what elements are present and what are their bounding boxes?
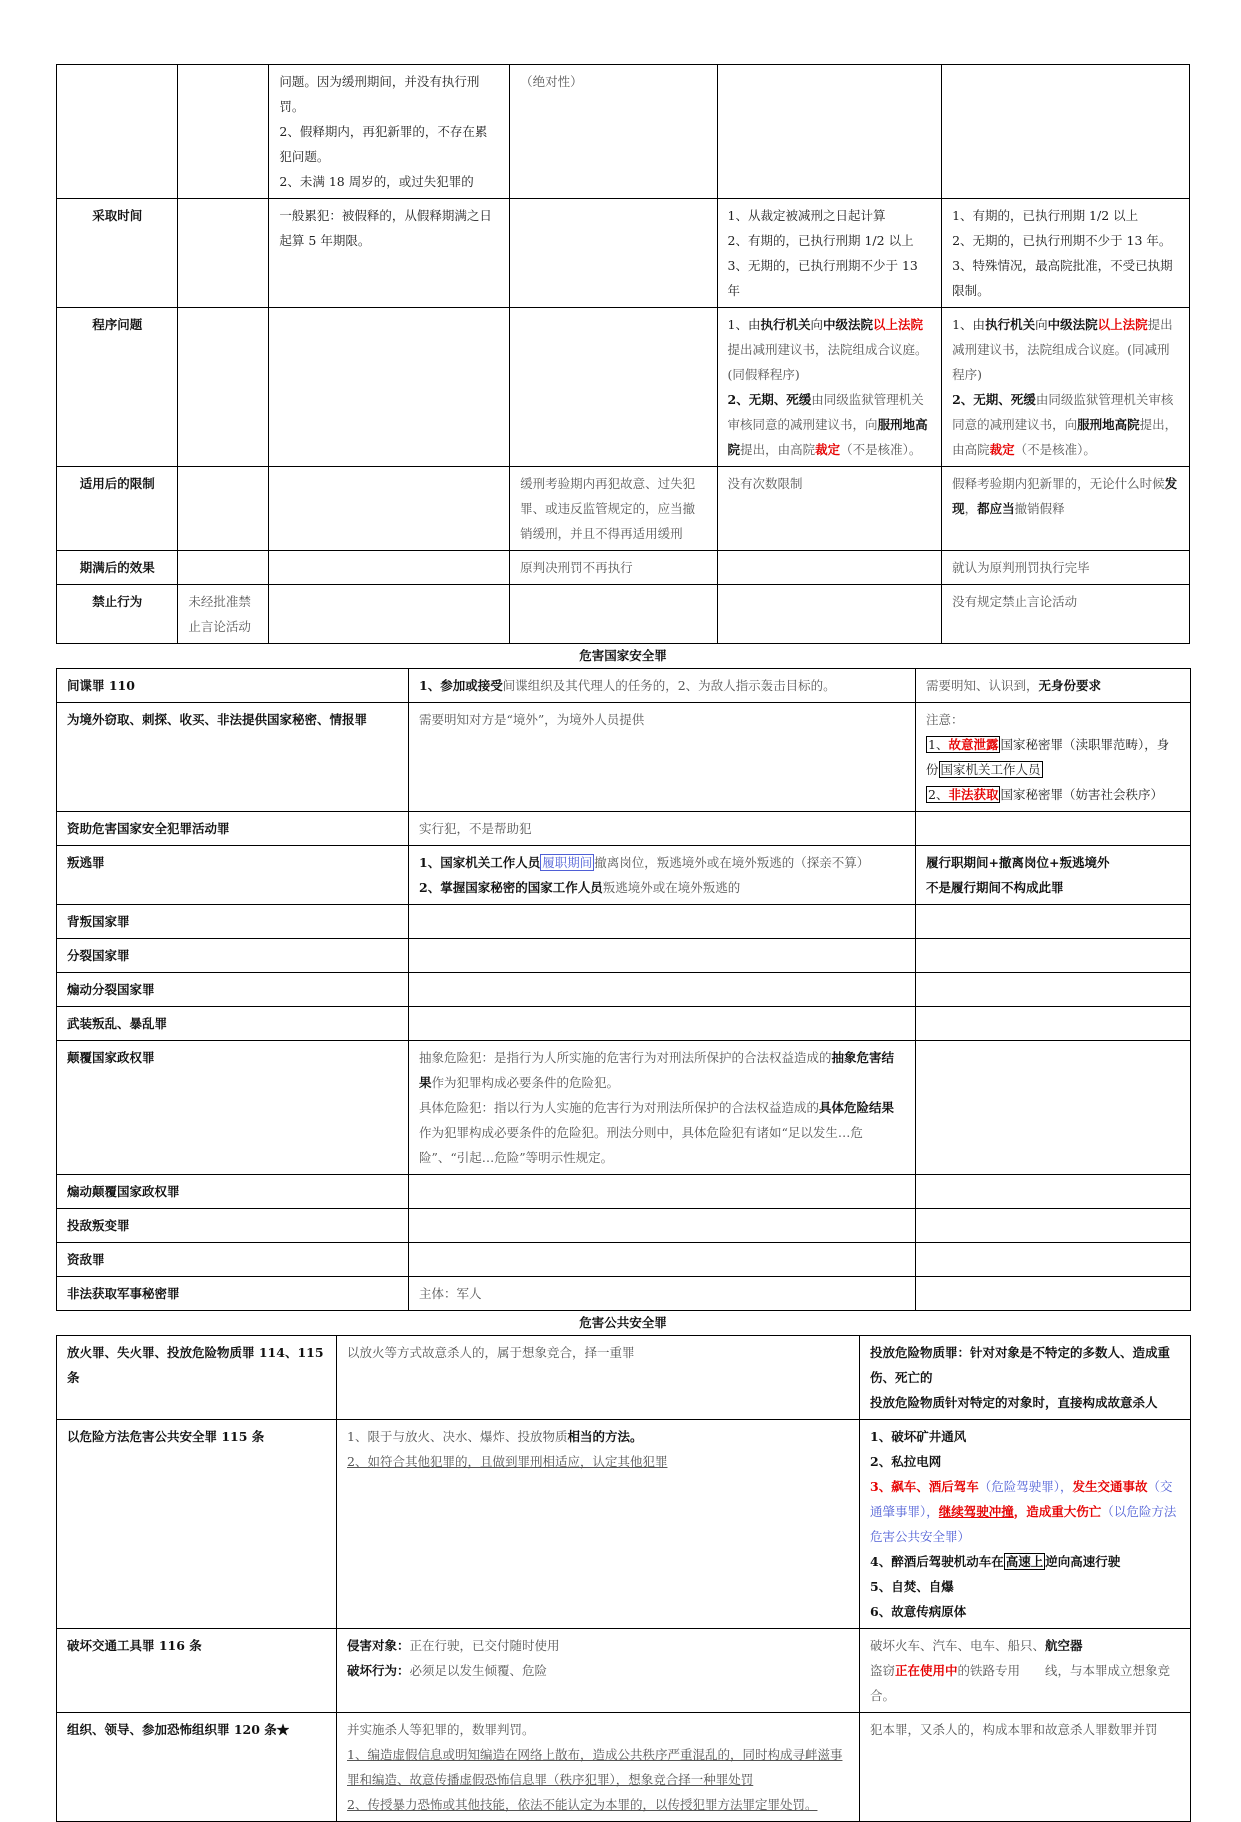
- table-row: 问题。因为缓刑期间，并没有执行刑罚。 2、假释期内，再犯新罪的，不存在累犯问题。 2、未满 18 周岁的，或过失犯罪的 （绝对性）: [57, 65, 1190, 199]
- table-row: 禁止行为 未经批准禁止言论活动 没有规定禁止言论活动: [57, 585, 1190, 644]
- table-row: 破坏交通工具罪 116 条 侵害对象：正在行驶，已交付随时使用 破坏行为：必须足以发生倾覆、危险 破坏火车、汽车、电车、船只、航空器 盗窃正在使用中的铁路专用 线，与本罪成立想象竞合。: [57, 1629, 1191, 1713]
- table-row: 程序问题 1、由执行机关向中级法院以上法院提出减刑建议书，法院组成合议庭。(同假释程序) 2、无期、死缓由同级监狱管理机关审核同意的减刑建议书，向服刑地高院提出，由高院裁定（不是核准）。 1、由执行机关向中级法院以上法院提出减刑建议书，法院组成合议庭。(同减刑程序) 2、无期、死缓由同级监狱管理机关审核同意的减刑建议书，向服刑地高院提出，由高院裁定（不是核准）。: [57, 308, 1190, 467]
- table-row: 非法获取军事秘密罪 主体：军人: [57, 1277, 1191, 1311]
- table-row: 间谍罪 110 1、参加或接受间谍组织及其代理人的任务的，2、为敌人指示轰击目标的。 需要明知、认识到，无身份要求: [57, 669, 1191, 703]
- section-title: 危害国家安全罪: [579, 648, 667, 663]
- national-security-table: [56, 668, 1191, 1311]
- table-row: 投敌叛变罪: [57, 1209, 1191, 1243]
- table-row: 颠覆国家政权罪 抽象危险犯：是指行为人所实施的危害行为对刑法所保护的合法权益造成的抽象危害结果作为犯罪构成必要条件的危险犯。 具体危险犯：指以行为人实施的危害行为对刑法所保护的合法权益造成的具体危险结果作为犯罪构成必要条件的危险犯。刑法分则中，具体危险犯有诸如“足以发生…危险”、“引起…危险”等明示性规定。: [57, 1041, 1191, 1175]
- table-row: 以危险方法危害公共安全罪 115 条 1、限于与放火、决水、爆炸、投放物质相当的方法。 2、如符合其他犯罪的，且做到罪刑相适应，认定其他犯罪 1、破坏矿井通风 2、私拉电网 3、飙车、酒后驾车（危险驾驶罪），发生交通事故（交通肇事罪），继续驾驶冲撞，造成重大伤亡（以危险方法危害公共安全罪） 4、醉酒后驾驶机动车在 高速上 逆向高速行驶 5、自焚、自爆 6、故意传病原体: [57, 1420, 1191, 1629]
- table-row: 背叛国家罪: [57, 905, 1191, 939]
- public-security-table: [56, 1335, 1191, 1822]
- row-label: 程序问题: [57, 308, 178, 467]
- comparison-table: [56, 64, 1190, 644]
- row-label: 禁止行为: [57, 585, 178, 644]
- table-row: 采取时间 一般累犯：被假释的，从假释期满之日起算 5 年期限。 1、从裁定被减刑之日起计算 2、有期的，已执行刑期 1/2 以上 3、无期的，已执行刑期不少于 13 年 1、有期的，已执行刑期 1/2 以上 2、无期的，已执行刑期不少于 13 年。 3、特殊情况，最高院批准，不受已执期限制。: [57, 199, 1190, 308]
- table-row: 期满后的效果 原判决刑罚不再执行 就认为原判刑罚执行完毕: [57, 551, 1190, 585]
- table-row: 放火罪、失火罪、投放危险物质罪 114、115 条 以放火等方式故意杀人的，属于想象竞合，择一重罪 投放危险物质罪：针对对象是不特定的多数人、造成重伤、死亡的 投放危险物质针对特定的对象时，直接构成故意杀人: [57, 1336, 1191, 1420]
- table-row: 为境外窃取、刺探、收买、非法提供国家秘密、情报罪 需要明知对方是“境外”，为境外人员提供 注意： 1、故意泄露 国家秘密罪（渎职罪范畴），身份 国家机关工作人员 2、非法获取 国家秘密罪（妨害社会秩序）: [57, 703, 1191, 812]
- page: [56, 64, 1190, 1822]
- table-row: 武装叛乱、暴乱罪: [57, 1007, 1191, 1041]
- table-row: 煽动颠覆国家政权罪: [57, 1175, 1191, 1209]
- section-title: 危害公共安全罪: [579, 1315, 667, 1330]
- table-row: 分裂国家罪: [57, 939, 1191, 973]
- table-row: 煽动分裂国家罪: [57, 973, 1191, 1007]
- table-row: 资敌罪: [57, 1243, 1191, 1277]
- table-row: 资助危害国家安全犯罪活动罪 实行犯，不是帮助犯: [57, 812, 1191, 846]
- row-label: 期满后的效果: [57, 551, 178, 585]
- table-row: 适用后的限制 缓刑考验期内再犯故意、过失犯罪、或违反监管规定的，应当撤销缓刑，并且不得再适用缓刑 没有次数限制 假释考验期内犯新罪的，无论什么时候发现，都应当撤销假释: [57, 467, 1190, 551]
- row-label: 适用后的限制: [57, 467, 178, 551]
- table-row: 叛逃罪 1、国家机关工作人员 履职期间 撤离岗位，叛逃境外或在境外叛逃的（探亲不算） 2、掌握国家秘密的国家工作人员叛逃境外或在境外叛逃的 履行职期间+撤离岗位+叛逃境外 不是履行期间不构成此罪: [57, 846, 1191, 905]
- table-row: 组织、领导、参加恐怖组织罪 120 条★ 并实施杀人等犯罪的，数罪判罚。 1、编造虚假信息或明知编造在网络上散布，造成公共秩序严重混乱的，同时构成寻衅滋事罪和编造、故意传播虚假恐怖信息罪（秩序犯罪），想象竞合择一种罪处罚 2、传授暴力恐怖或其他技能，依法不能认定为本罪的，以传授犯罪方法罪定罪处罚。 犯本罪，又杀人的，构成本罪和故意杀人罪数罪并罚: [57, 1713, 1191, 1822]
- row-label: 采取时间: [57, 199, 178, 308]
